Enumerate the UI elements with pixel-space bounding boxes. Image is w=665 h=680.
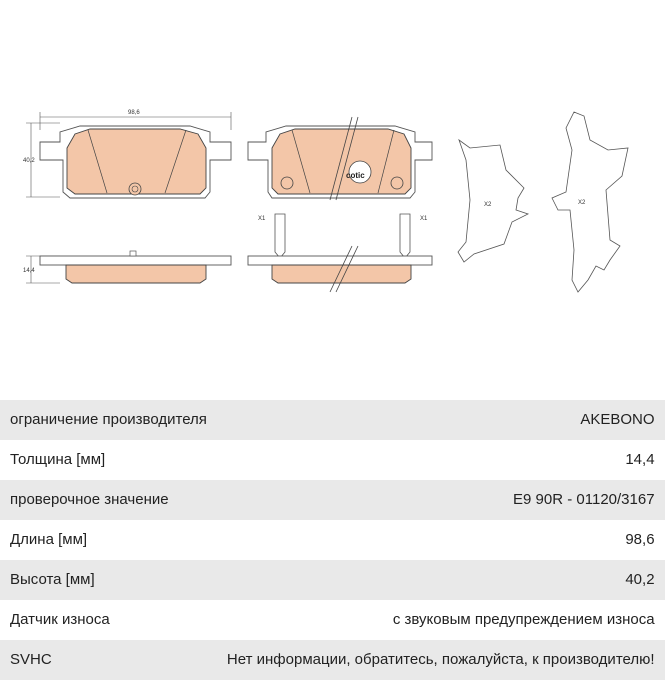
spec-label: Высота [мм]: [0, 560, 217, 600]
clip-label-right: X1: [420, 216, 428, 222]
spec-value: 14,4: [217, 440, 665, 480]
length-dimension: 98,6: [128, 110, 140, 116]
spec-label: Толщина [мм]: [0, 440, 217, 480]
spec-row: [0, 480, 665, 520]
spec-label: Длина [мм]: [0, 520, 217, 560]
pad-side-left: [40, 251, 231, 283]
spec-row: [0, 440, 665, 480]
spec-value: 40,2: [217, 560, 665, 600]
spec-row: [0, 520, 665, 560]
pad-front-right: [248, 117, 432, 201]
spec-row: [0, 400, 665, 440]
spec-label: проверочное значение: [0, 480, 217, 520]
spec-label: Датчик износа: [0, 600, 217, 640]
height-dimension: 40,2: [23, 158, 35, 164]
spec-value: E9 90R - 01120/3167: [217, 480, 665, 520]
thickness-dimension: 14,4: [23, 268, 35, 274]
spring-label-left: X2: [484, 202, 492, 208]
pad-front-left: [40, 126, 231, 198]
spec-label: ограничение производителя: [0, 400, 217, 440]
spec-value: AKEBONO: [217, 400, 665, 440]
clip-label-left: X1: [258, 216, 266, 222]
spec-row: [0, 640, 665, 680]
spec-label: SVHC: [0, 640, 217, 680]
spec-row: [0, 600, 665, 640]
spec-value: с звуковым предупреждением износа: [217, 600, 665, 640]
spec-value: Нет информации, обратитесь, пожалуйста, к производителю!: [217, 640, 665, 680]
spec-value: 98,6: [217, 520, 665, 560]
spec-table: [0, 400, 665, 680]
wear-clips: [275, 214, 410, 258]
spec-row: [0, 560, 665, 600]
brand-mark: cotic: [346, 171, 365, 180]
spring-label-right: X2: [578, 200, 586, 206]
